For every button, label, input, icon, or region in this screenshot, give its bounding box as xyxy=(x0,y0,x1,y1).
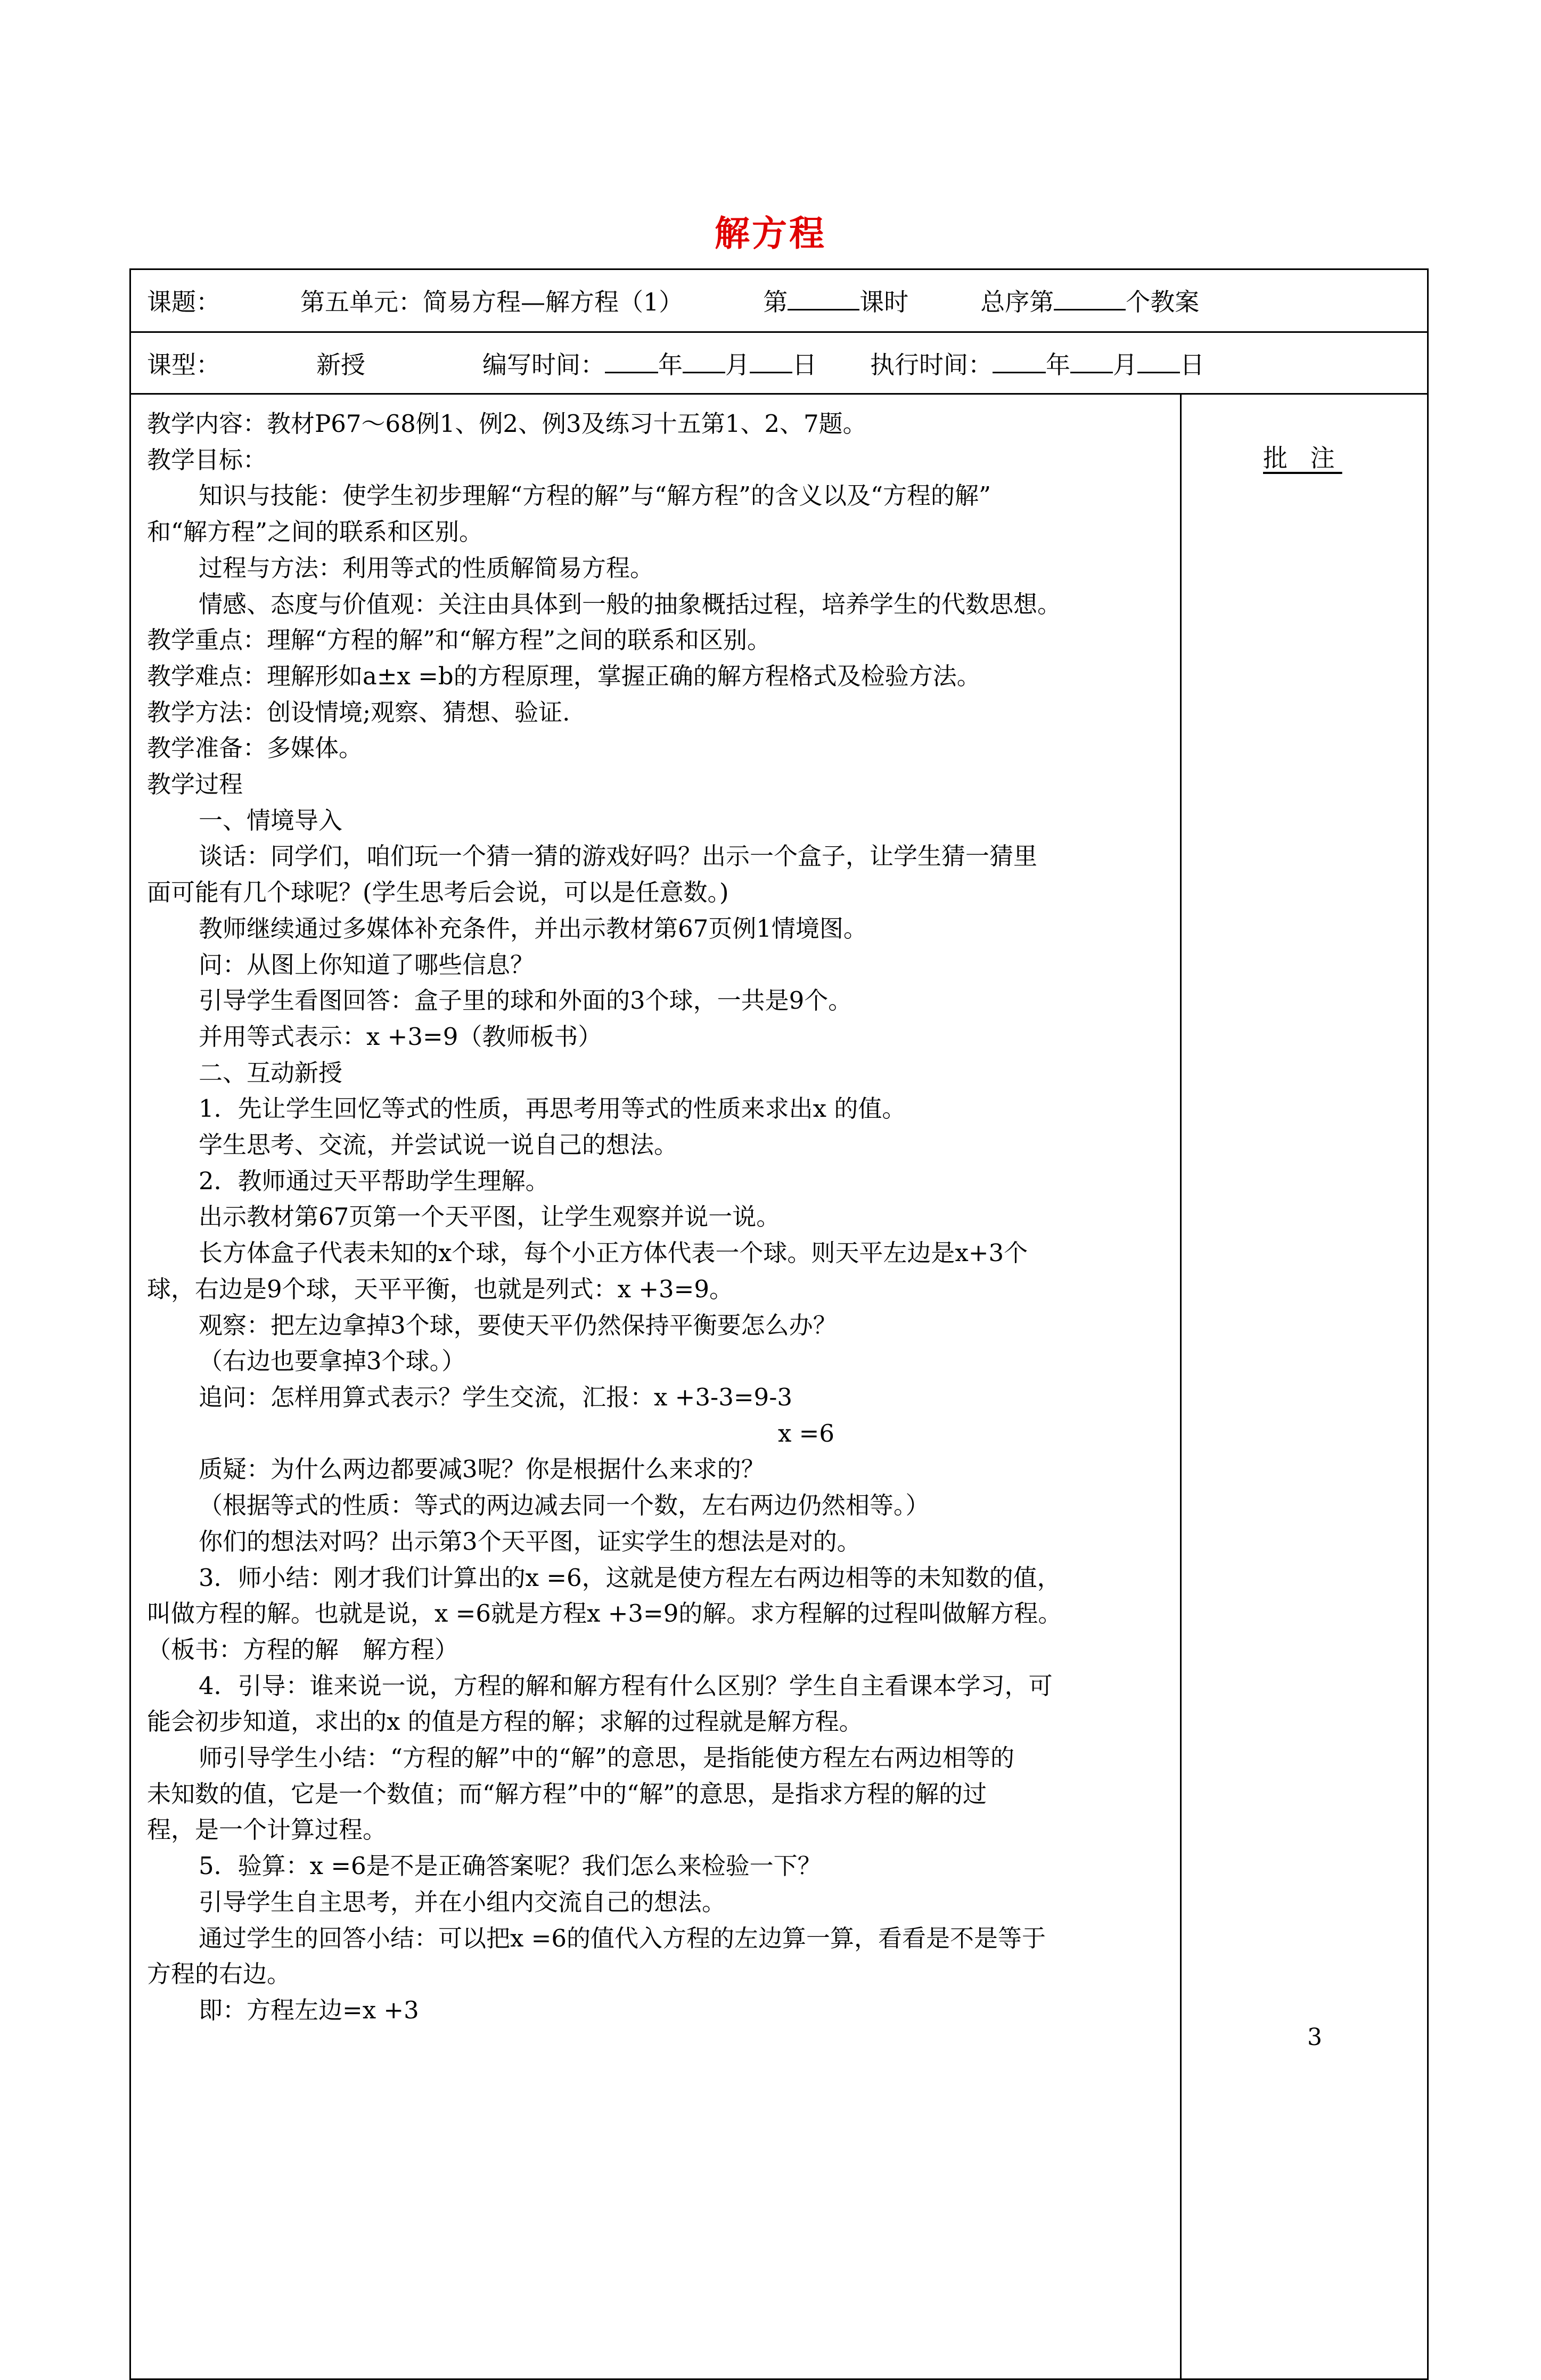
exec-month-blank[interactable] xyxy=(1070,347,1113,373)
annotation-column-header: 批 注 xyxy=(1263,444,1342,472)
content-line: 5．验算：x =6是不是正确答案呢？我们怎么来检验一下？ xyxy=(199,1852,822,1880)
content-line: 出示教材第67页第一个天平图，让学生观察并说一说。 xyxy=(199,1203,781,1231)
content-line: （根据等式的性质：等式的两边减去同一个数，左右两边仍然相等。） xyxy=(199,1491,930,1520)
content-line: 质疑：为什么两边都要减3呢？你是根据什么来求的？ xyxy=(199,1455,765,1484)
content-line: 过程与方法：利用等式的性质解简易方程。 xyxy=(199,553,654,582)
content-line: 教学内容：教材P67～68例1、例2、例3及练习十五第1、2、7题。 xyxy=(147,410,867,438)
write-day-blank[interactable] xyxy=(750,347,792,373)
table-divider-row2 xyxy=(129,393,1429,395)
content-line: 面可能有几个球呢？(学生思考后会说，可以是任意数。) xyxy=(147,878,729,907)
total-suffix: 个教案 xyxy=(1126,288,1200,316)
write-month-blank[interactable] xyxy=(683,347,725,373)
type-value: 新授 xyxy=(316,350,365,379)
total-number-blank[interactable] xyxy=(1054,284,1126,310)
table-border-top xyxy=(129,268,1429,270)
content-line: 教学难点：理解形如a±x =b的方程原理，掌握正确的解方程格式及检验方法。 xyxy=(147,661,981,690)
content-line: 1．先让学生回忆等式的性质，再思考用等式的性质来求出x 的值。 xyxy=(199,1094,906,1123)
header-row-2 xyxy=(147,347,1204,381)
type-label: 课型： xyxy=(147,350,220,379)
content-line: 师引导学生小结：“方程的解”中的“解”的意思，是指能使方程左右两边相等的 xyxy=(199,1744,1015,1772)
page-number: 3 xyxy=(1307,2024,1322,2051)
topic-value: 第五单元：简易方程—解方程（1） xyxy=(300,288,684,316)
content-line: 问：从图上你知道了哪些信息？ xyxy=(199,950,535,979)
write-year-blank[interactable] xyxy=(605,347,658,373)
content-line: 方程的右边。 xyxy=(147,1960,291,1989)
content-line: 通过学生的回答小结：可以把x =6的值代入方程的左边算一算，看看是不是等于 xyxy=(199,1924,1046,1952)
table-border-left xyxy=(129,268,131,2380)
content-line: 即：方程左边=x +3 xyxy=(199,1995,419,2024)
content-line: 教学准备：多媒体。 xyxy=(147,734,363,763)
content-line: 程，是一个计算过程。 xyxy=(147,1815,387,1844)
page-title: 解方程 xyxy=(715,212,826,254)
write-day-label: 日 xyxy=(792,350,817,379)
content-line: 一、情境导入 xyxy=(199,806,343,835)
content-line: 学生思考、交流，并尝试说一说自己的想法。 xyxy=(199,1131,678,1159)
table-divider-row1 xyxy=(129,331,1429,333)
content-line: 长方体盒子代表未知的x个球，每个小正方体代表一个球。则天平左边是x+3个 xyxy=(199,1239,1028,1267)
lesson-prefix: 第 xyxy=(763,288,788,316)
content-line: 并用等式表示：x +3=9（教师板书） xyxy=(199,1022,602,1051)
content-line: 4．引导：谁来说一说，方程的解和解方程有什么区别？学生自主看课本学习，可 xyxy=(199,1671,1053,1700)
exec-day-label: 日 xyxy=(1180,350,1204,379)
content-line: 球，右边是9个球，天平平衡，也就是列式：x +3=9。 xyxy=(147,1274,733,1303)
content-line: 教师继续通过多媒体补充条件，并出示教材第67页例1情境图。 xyxy=(199,914,867,943)
lesson-suffix: 课时 xyxy=(859,288,909,316)
write-month-label: 月 xyxy=(725,350,750,379)
content-line: 谈话：同学们，咱们玩一个猜一猜的游戏好吗？出示一个盒子，让学生猜一猜里 xyxy=(199,842,1038,871)
write-year-label: 年 xyxy=(658,350,683,379)
content-line: 2．教师通过天平帮助学生理解。 xyxy=(199,1166,550,1195)
content-line: 二、互动新授 xyxy=(199,1058,343,1087)
exec-year-label: 年 xyxy=(1046,350,1070,379)
content-line: （右边也要拿掉3个球。） xyxy=(199,1347,466,1376)
note-column-divider xyxy=(1180,393,1182,2380)
header-row-1 xyxy=(147,284,1199,318)
content-line: 教学目标： xyxy=(147,445,267,474)
content-line: 叫做方程的解。也就是说，x =6就是方程x +3=9的解。求方程解的过程叫做解方程。 xyxy=(147,1599,1062,1628)
content-line: （板书：方程的解 解方程） xyxy=(147,1635,459,1664)
exec-time-label: 执行时间： xyxy=(870,350,993,379)
content-line: 引导学生自主思考，并在小组内交流自己的想法。 xyxy=(199,1887,726,1916)
content-line: 观察：把左边拿掉3个球，要使天平仍然保持平衡要怎么办？ xyxy=(199,1311,837,1339)
total-prefix: 总序第 xyxy=(980,288,1054,316)
lesson-number-blank[interactable] xyxy=(788,284,859,310)
content-line: 引导学生看图回答：盒子里的球和外面的3个球，一共是9个。 xyxy=(199,986,853,1015)
exec-month-label: 月 xyxy=(1113,350,1137,379)
exec-day-blank[interactable] xyxy=(1137,347,1180,373)
content-line: 教学方法：创设情境;观察、猜想、验证. xyxy=(147,698,570,726)
content-line: 3．师小结：刚才我们计算出的x =6，这就是使方程左右两边相等的未知数的值， xyxy=(199,1563,1061,1592)
table-border-right xyxy=(1427,268,1429,2380)
lesson-content xyxy=(147,406,1175,2029)
write-time-label: 编写时间： xyxy=(482,350,605,379)
content-line: 未知数的值，它是一个数值；而“解方程”中的“解”的意思，是指求方程的解的过 xyxy=(147,1779,987,1808)
content-line: 教学过程 xyxy=(147,770,243,799)
content-line: 知识与技能：使学生初步理解“方程的解”与“解方程”的含义以及“方程的解” xyxy=(199,481,991,510)
content-line: 能会初步知道，求出的x 的值是方程的解；求解的过程就是解方程。 xyxy=(147,1707,863,1736)
topic-label: 课题： xyxy=(147,288,220,316)
content-line: 追问：怎样用算式表示？学生交流，汇报：x +3-3=9-3 xyxy=(199,1383,793,1411)
content-line: 教学重点：理解“方程的解”和“解方程”之间的联系和区别。 xyxy=(147,626,772,655)
content-line: x =6 xyxy=(778,1419,835,1447)
content-line: 你们的想法对吗？出示第3个天平图，证实学生的想法是对的。 xyxy=(199,1527,861,1556)
content-line: 和“解方程”之间的联系和区别。 xyxy=(147,518,483,546)
content-line: 情感、态度与价值观：关注由具体到一般的抽象概括过程，培养学生的代数思想。 xyxy=(199,590,1062,618)
exec-year-blank[interactable] xyxy=(993,347,1046,373)
